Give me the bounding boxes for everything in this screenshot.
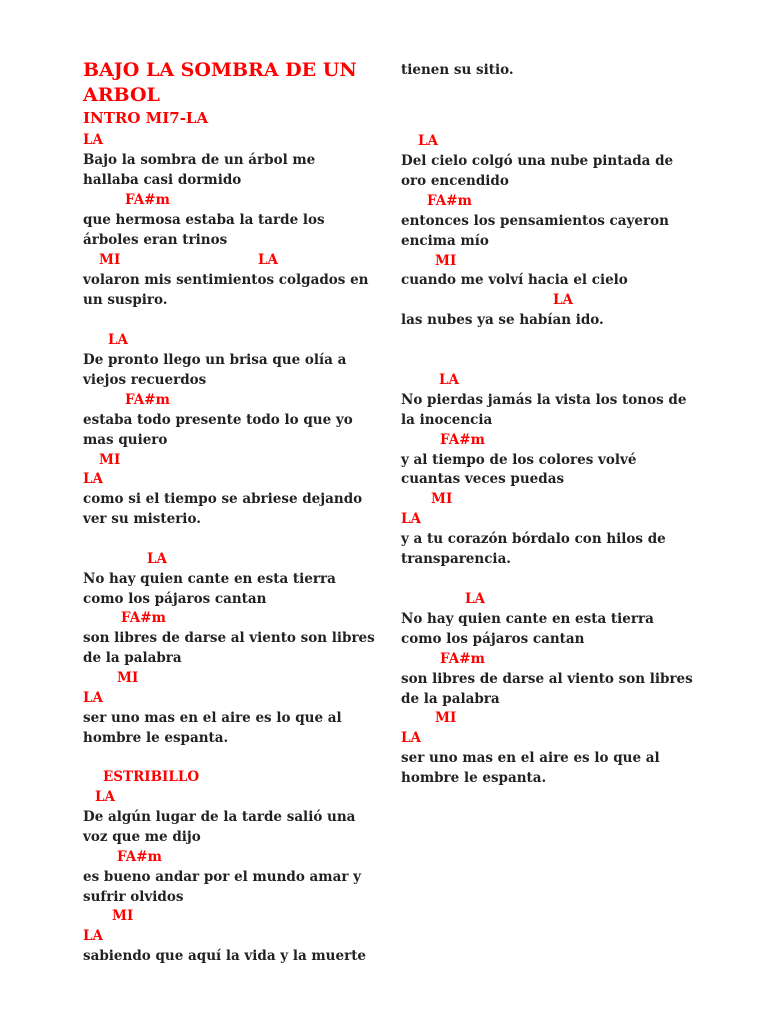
lyric-line: transparencia. xyxy=(401,551,512,567)
lyric-line: Bajo la sombra de un árbol me xyxy=(83,152,316,168)
lyric-line: de la palabra xyxy=(401,691,500,707)
lyric-line: y al tiempo de los colores volvé xyxy=(401,452,637,468)
lyric-line: De algún lugar de la tarde salió una xyxy=(83,809,356,825)
chord-label: LA xyxy=(553,292,573,308)
chord-label: LA xyxy=(95,789,115,805)
lyric-line: de la palabra xyxy=(83,650,182,666)
lyric-line: sabiendo que aquí la vida y la muerte xyxy=(83,948,367,964)
chord-label: LA xyxy=(83,690,103,706)
chord-label: LA xyxy=(258,252,278,268)
lyric-line: árboles eran trinos xyxy=(83,232,228,248)
lyric-line: No pierdas jamás la vista los tonos de xyxy=(401,392,687,408)
lyric-line: y a tu corazón bórdalo con hilos de xyxy=(401,531,666,547)
lyric-line: son libres de darse al viento son libres xyxy=(401,671,693,687)
chord-label: FA#m xyxy=(440,432,485,448)
chord-label: FA#m xyxy=(125,192,170,208)
lyric-line: encima mío xyxy=(401,233,489,249)
lyric-line: hallaba casi dormido xyxy=(83,172,242,188)
chord-label: LA xyxy=(108,332,128,348)
chord-label: FA#m xyxy=(117,849,162,865)
lyric-line: las nubes ya se habían ido. xyxy=(401,312,604,328)
lyric-line: volaron mis sentimientos colgados en xyxy=(83,272,369,288)
song-title-line-2: ARBOL xyxy=(83,84,160,106)
chord-label: LA xyxy=(465,591,485,607)
chord-label: MI xyxy=(435,253,457,269)
lyric-line: como si el tiempo se abriese dejando xyxy=(83,491,363,507)
chord-label: FA#m xyxy=(125,392,170,408)
chord-label: LA xyxy=(418,133,438,149)
chord-label: MI xyxy=(99,252,121,268)
lyric-line: sufrir olvidos xyxy=(83,889,184,905)
lyric-line: como los pájaros cantan xyxy=(83,591,267,607)
chord-label: MI xyxy=(112,908,134,924)
chord-label: LA xyxy=(147,551,167,567)
lyric-line: cuando me volví hacia el cielo xyxy=(401,272,628,288)
lyric-line: que hermosa estaba la tarde los xyxy=(83,212,325,228)
section-label-estribillo: ESTRIBILLO xyxy=(103,769,200,785)
chord-label: LA xyxy=(401,511,421,527)
chord-label: FA#m xyxy=(427,193,472,209)
chord-label: MI xyxy=(435,710,457,726)
song-title-line-1: BAJO LA SOMBRA DE UN xyxy=(83,59,357,81)
lyric-line: No hay quien cante en esta tierra xyxy=(401,611,654,627)
lyric-line: estaba todo presente todo lo que yo xyxy=(83,412,353,428)
chord-label: LA xyxy=(83,132,103,148)
lyric-line: entonces los pensamientos cayeron xyxy=(401,213,669,229)
lyric-line: ver su misterio. xyxy=(83,511,201,527)
lyric-line: voz que me dijo xyxy=(83,829,201,845)
chord-label: MI xyxy=(431,491,453,507)
chord-label: LA xyxy=(83,471,103,487)
chord-label: FA#m xyxy=(440,651,485,667)
lyric-line: son libres de darse al viento son libres xyxy=(83,630,375,646)
lyric-line: es bueno andar por el mundo amar y xyxy=(83,869,361,885)
lyric-line: mas quiero xyxy=(83,432,168,448)
lyric-line: hombre le espanta. xyxy=(83,730,229,746)
lyric-line: viejos recuerdos xyxy=(83,372,207,388)
lyric-line: ser uno mas en el aire es lo que al xyxy=(401,750,660,766)
lyric-line: un suspiro. xyxy=(83,292,168,308)
chord-label: MI xyxy=(117,670,139,686)
lyric-line: cuantas veces puedas xyxy=(401,471,565,487)
intro-chords: INTRO MI7-LA xyxy=(83,109,209,127)
chord-label: MI xyxy=(99,452,121,468)
lyric-line: ser uno mas en el aire es lo que al xyxy=(83,710,342,726)
chord-label: LA xyxy=(401,730,421,746)
lyric-line: tienen su sitio. xyxy=(401,62,514,78)
chord-label: LA xyxy=(439,372,459,388)
lyric-line: hombre le espanta. xyxy=(401,770,547,786)
lyric-line: No hay quien cante en esta tierra xyxy=(83,571,336,587)
lyric-line: como los pájaros cantan xyxy=(401,631,585,647)
lyric-line: la inocencia xyxy=(401,412,493,428)
lyric-line: oro encendido xyxy=(401,173,509,189)
lyric-line: De pronto llego un brisa que olía a xyxy=(83,352,347,368)
chord-label: LA xyxy=(83,928,103,944)
chord-label: FA#m xyxy=(121,610,166,626)
lyric-line: Del cielo colgó una nube pintada de xyxy=(401,153,674,169)
